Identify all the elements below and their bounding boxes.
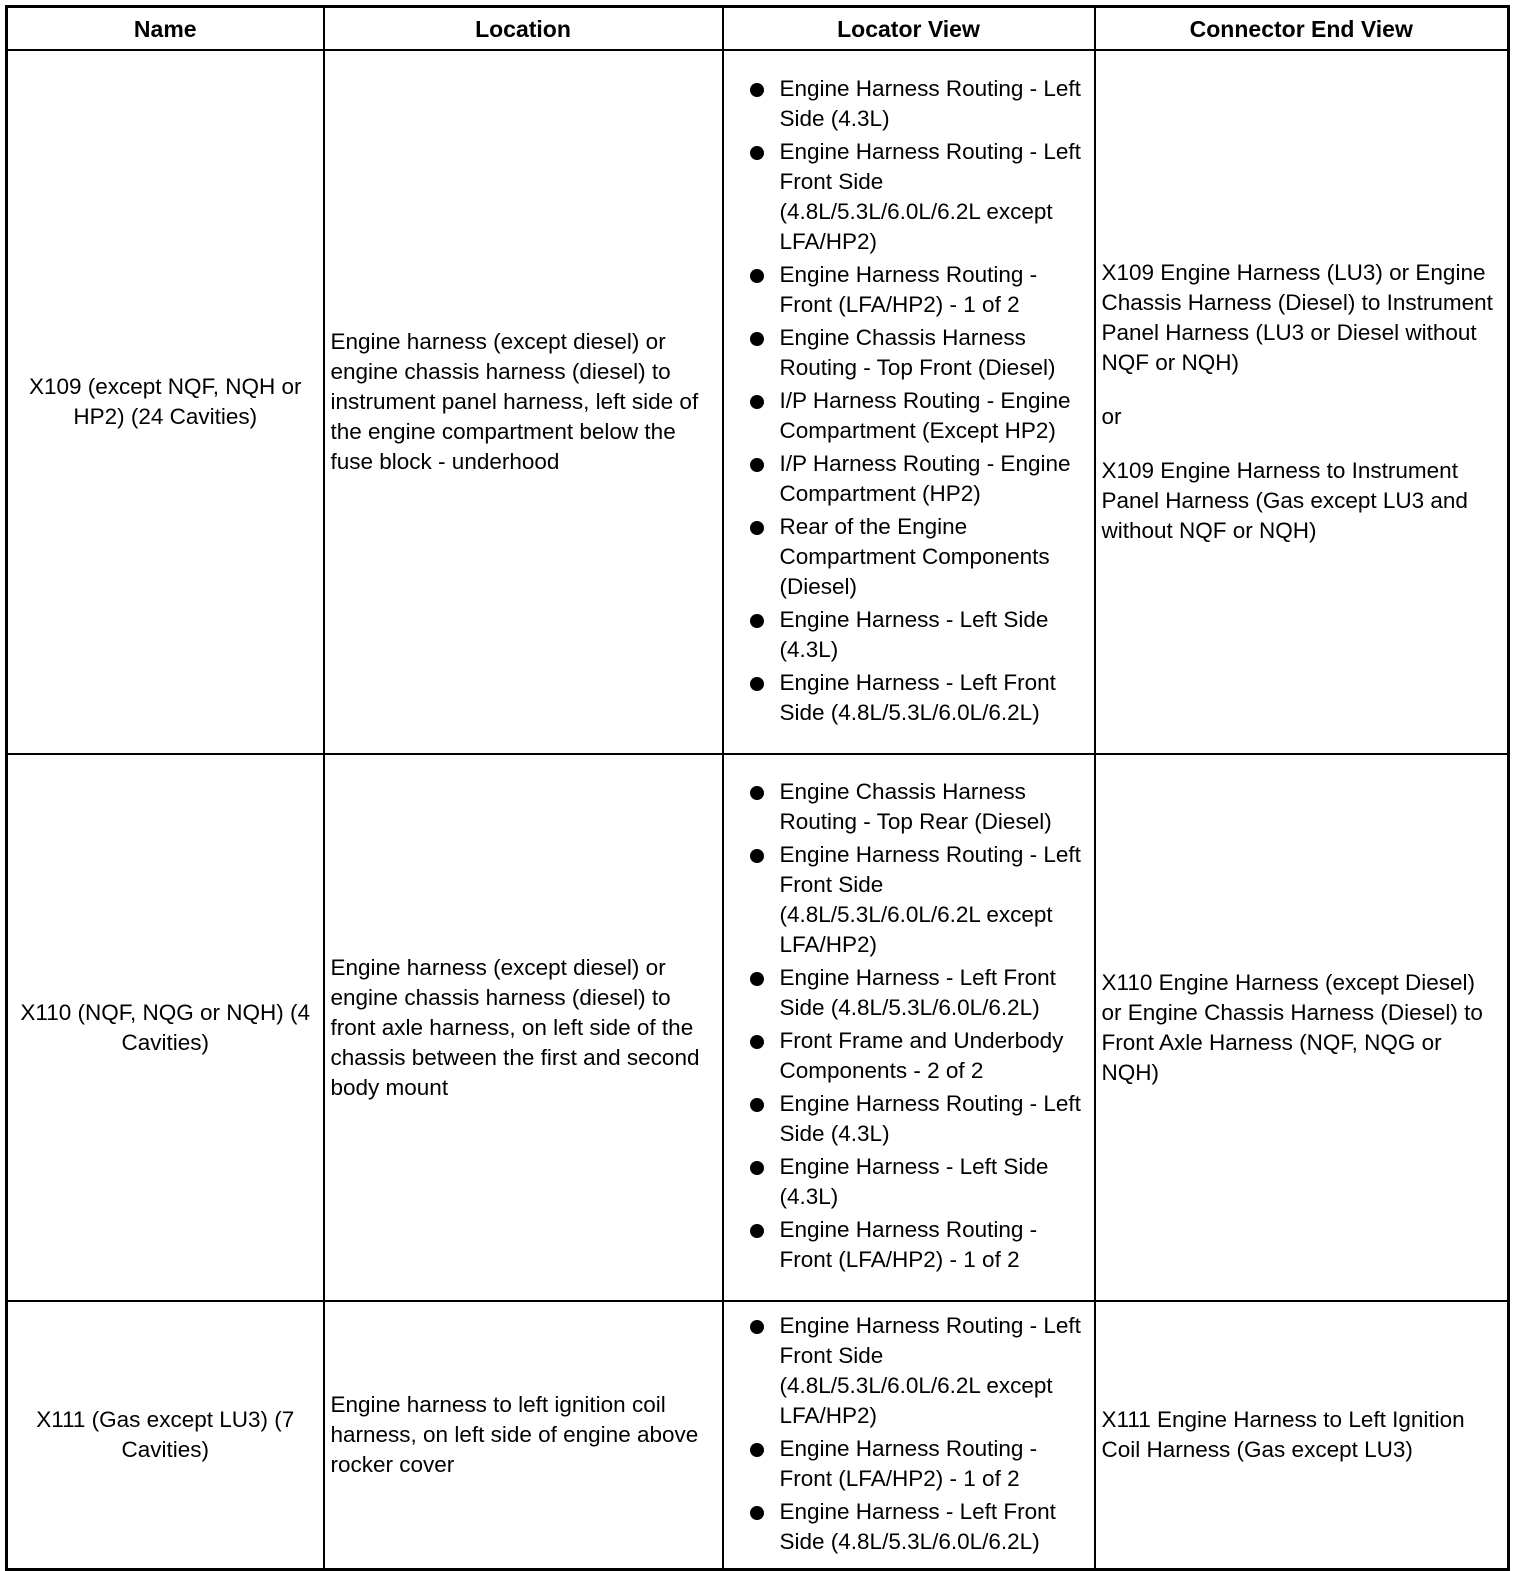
table-row [7, 50, 1509, 754]
connector-table [5, 5, 1510, 1571]
locator-view-item: Engine Harness Routing - Left Side (4.3L) [730, 74, 1088, 134]
locator-view-item: Engine Harness - Left Side (4.3L) [730, 1152, 1088, 1212]
connector-end-view-or: or [1101, 404, 1122, 429]
connector-location: Engine harness (except diesel) or engine chassis harness (diesel) to front axle harness, on left side of the chassis between the first and second body mount [324, 754, 723, 1301]
locator-view-list [730, 74, 1088, 728]
locator-view-item: Engine Harness - Left Side (4.3L) [730, 605, 1088, 665]
header-connector-end-view: Connector End View [1095, 7, 1509, 51]
connector-end-view-text: X111 Engine Harness to Left Ignition Coil Harness (Gas except LU3) [1101, 1407, 1465, 1462]
locator-view-item: Engine Harness Routing - Left Side (4.3L) [730, 1089, 1088, 1149]
locator-view-item: Engine Harness Routing - Front (LFA/HP2) - 1 of 2 [730, 260, 1088, 320]
locator-view-item: I/P Harness Routing - Engine Compartment (Except HP2) [730, 386, 1088, 446]
table-row [7, 1301, 1509, 1570]
connector-location: Engine harness (except diesel) or engine chassis harness (diesel) to instrument panel harness, left side of the engine compartment below the fuse block - underhood [324, 50, 723, 754]
connector-end-view-text: X109 Engine Harness to Instrument Panel Harness (Gas except LU3 and without NQF or NQH) [1101, 458, 1468, 543]
locator-view-item: Engine Harness Routing - Front (LFA/HP2) - 1 of 2 [730, 1434, 1088, 1494]
locator-view-item: Engine Harness Routing - Left Front Side (4.8L/5.3L/6.0L/6.2L except LFA/HP2) [730, 137, 1088, 257]
locator-view-item: Engine Harness - Left Front Side (4.8L/5.3L/6.0L/6.2L) [730, 668, 1088, 728]
connector-end-view-text: X110 Engine Harness (except Diesel) or Engine Chassis Harness (Diesel) to Front Axle Harness (NQF, NQG or NQH) [1101, 969, 1483, 1085]
locator-view-list [730, 777, 1088, 1275]
connector-end-view-text: X109 Engine Harness (LU3) or Engine Chassis Harness (Diesel) to Instrument Panel Harness (LU3 or Diesel without NQF or NQH) [1101, 260, 1493, 375]
header-locator-view: Locator View [723, 7, 1095, 51]
connector-end-view-cell [1095, 754, 1509, 1301]
locator-view-cell [723, 754, 1095, 1301]
connector-location: Engine harness to left ignition coil harness, on left side of engine above rocker cover [324, 1301, 723, 1570]
header-location: Location [324, 7, 723, 51]
locator-view-item: Engine Harness - Left Front Side (4.8L/5.3L/6.0L/6.2L) [730, 963, 1088, 1023]
locator-view-item: Engine Chassis Harness Routing - Top Rear (Diesel) [730, 777, 1088, 837]
locator-view-cell [723, 1301, 1095, 1570]
connector-name: X110 (NQF, NQG or NQH) (4 Cavities) [7, 754, 324, 1301]
connector-name: X109 (except NQF, NQH or HP2) (24 Cavities) [7, 50, 324, 754]
table-row [7, 754, 1509, 1301]
locator-view-item: Engine Harness Routing - Left Front Side (4.8L/5.3L/6.0L/6.2L except LFA/HP2) [730, 840, 1088, 960]
locator-view-item: Front Frame and Underbody Components - 2 of 2 [730, 1026, 1088, 1086]
header-name: Name [7, 7, 324, 51]
locator-view-item: Engine Chassis Harness Routing - Top Front (Diesel) [730, 323, 1088, 383]
locator-view-list [730, 1311, 1088, 1557]
header-row [7, 7, 1509, 51]
locator-view-cell [723, 50, 1095, 754]
locator-view-item: Engine Harness Routing - Left Front Side (4.8L/5.3L/6.0L/6.2L except LFA/HP2) [730, 1311, 1088, 1431]
locator-view-item: Engine Harness Routing - Front (LFA/HP2) - 1 of 2 [730, 1215, 1088, 1275]
locator-view-item: I/P Harness Routing - Engine Compartment (HP2) [730, 449, 1088, 509]
connector-name: X111 (Gas except LU3) (7 Cavities) [7, 1301, 324, 1570]
locator-view-item: Engine Harness - Left Front Side (4.8L/5.3L/6.0L/6.2L) [730, 1497, 1088, 1557]
locator-view-item: Rear of the Engine Compartment Components (Diesel) [730, 512, 1088, 602]
connector-end-view-cell [1095, 1301, 1509, 1570]
connector-end-view-cell [1095, 50, 1509, 754]
